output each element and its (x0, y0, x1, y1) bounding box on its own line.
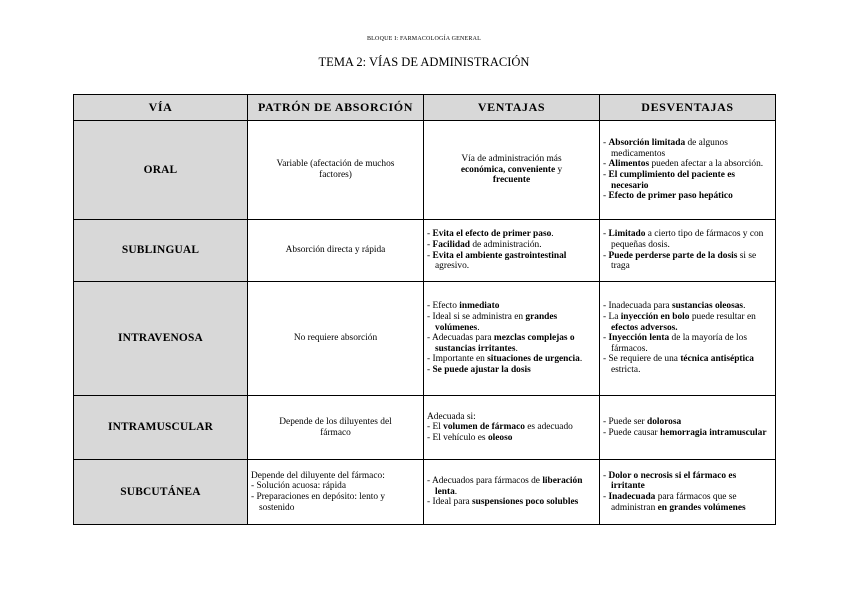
table-row (74, 282, 776, 396)
absorcion-cell: No requiere absorción (248, 282, 424, 396)
ventajas-text: y (557, 164, 563, 175)
list-item: - Importante en situaciones de urgencia. (427, 354, 596, 365)
list-item: - Se puede ajustar la dosis (427, 365, 596, 376)
table-row (74, 121, 776, 220)
absorcion-text: Depende de los diluyentes del fármaco (279, 416, 392, 438)
list-item: - Adecuadas para mezclas complejas o sustancias irritantes. (427, 333, 596, 354)
list-item: - Puede causar hemorragia intramuscular (603, 428, 772, 439)
routes-table (73, 94, 776, 525)
ventajas-cell (424, 220, 600, 282)
list-item: - Evita el efecto de primer paso. (427, 229, 596, 240)
list-item: - La inyección en bolo puede resultar en efectos adversos. (603, 312, 772, 333)
table-row (74, 220, 776, 282)
ventajas-cell (424, 121, 600, 220)
table-header-row (74, 95, 776, 121)
desventajas-cell (600, 396, 776, 460)
list-item: - Se requiere de una técnica antiséptica estricta. (603, 354, 772, 375)
list-item: - Ideal para suspensiones poco solubles (427, 497, 596, 508)
column-header-via: VÍA (74, 95, 248, 121)
list-item: - Efecto inmediato (427, 301, 596, 312)
list-item: - Limitado a cierto tipo de fármacos y con pequeñas dosis. (603, 229, 772, 250)
list-item: - Dolor o necrosis si el fármaco es irritante (603, 471, 772, 492)
ventajas-cell (424, 282, 600, 396)
list-item: - Absorción limitada de algunos medicamentos (603, 138, 772, 159)
list-item: - El cumplimiento del paciente es necesario (603, 170, 772, 191)
list-item: - Solución acuosa: rápida (251, 481, 420, 492)
column-header-ventajas: VENTAJAS (424, 95, 600, 121)
list-item: - Puede perderse parte de la dosis si se traga (603, 251, 772, 272)
via-cell: INTRAVENOSA (74, 282, 248, 396)
list-item: - Adecuados para fármacos de liberación lenta. (427, 476, 596, 497)
list-item: - Facilidad de administración. (427, 240, 596, 251)
table-row (74, 460, 776, 525)
list-item: - Evita el ambiente gastrointestinal agresivo. (427, 251, 596, 272)
via-cell: SUBCUTÁNEA (74, 460, 248, 525)
section-header: BLOQUE I: FARMACOLOGÍA GENERAL (366, 36, 482, 42)
desventajas-cell (600, 121, 776, 220)
absorcion-intro: Depende del diluyente del fármaco: (251, 470, 385, 481)
list-item: - Ideal si se administra en grandes volúmenes. (427, 312, 596, 333)
list-item: - Preparaciones en depósito: lento y sostenido (251, 492, 420, 513)
ventajas-bold: económica, conveniente (460, 164, 556, 175)
list-item: - Inadecuada para sustancias oleosas. (603, 301, 772, 312)
page-title: TEMA 2: VÍAS DE ADMINISTRACIÓN (318, 55, 530, 69)
ventajas-bold: frecuente (492, 175, 531, 186)
column-header-desventajas: DESVENTAJAS (600, 95, 776, 121)
list-item: - Alimentos pueden afectar a la absorción. (603, 159, 772, 170)
via-cell: ORAL (74, 121, 248, 220)
table-row (74, 396, 776, 460)
via-cell: SUBLINGUAL (74, 220, 248, 282)
list-item: - Puede ser dolorosa (603, 417, 772, 428)
ventajas-cell (424, 396, 600, 460)
ventajas-cell (424, 460, 600, 525)
list-item: - El volumen de fármaco es adecuado (427, 422, 596, 433)
column-header-absorcion: PATRÓN DE ABSORCIÓN (248, 95, 424, 121)
ventajas-intro: Adecuada si: (427, 411, 476, 422)
desventajas-cell (600, 282, 776, 396)
via-cell: INTRAMUSCULAR (74, 396, 248, 460)
absorcion-cell (248, 460, 424, 525)
absorcion-cell (248, 396, 424, 460)
ventajas-text: Vía de administración más (461, 154, 562, 165)
absorcion-cell: Absorción directa y rápida (248, 220, 424, 282)
list-item: - Efecto de primer paso hepático (603, 191, 772, 202)
list-item: - Inadecuada para fármacos que se administran en grandes volúmenes (603, 492, 772, 513)
list-item: - El vehículo es oleoso (427, 433, 596, 444)
absorcion-cell (248, 121, 424, 220)
list-item: - Inyección lenta de la mayoría de los fármacos. (603, 333, 772, 354)
desventajas-cell (600, 220, 776, 282)
absorcion-text: Variable (afectación de muchos factores) (276, 159, 395, 180)
desventajas-cell (600, 460, 776, 525)
